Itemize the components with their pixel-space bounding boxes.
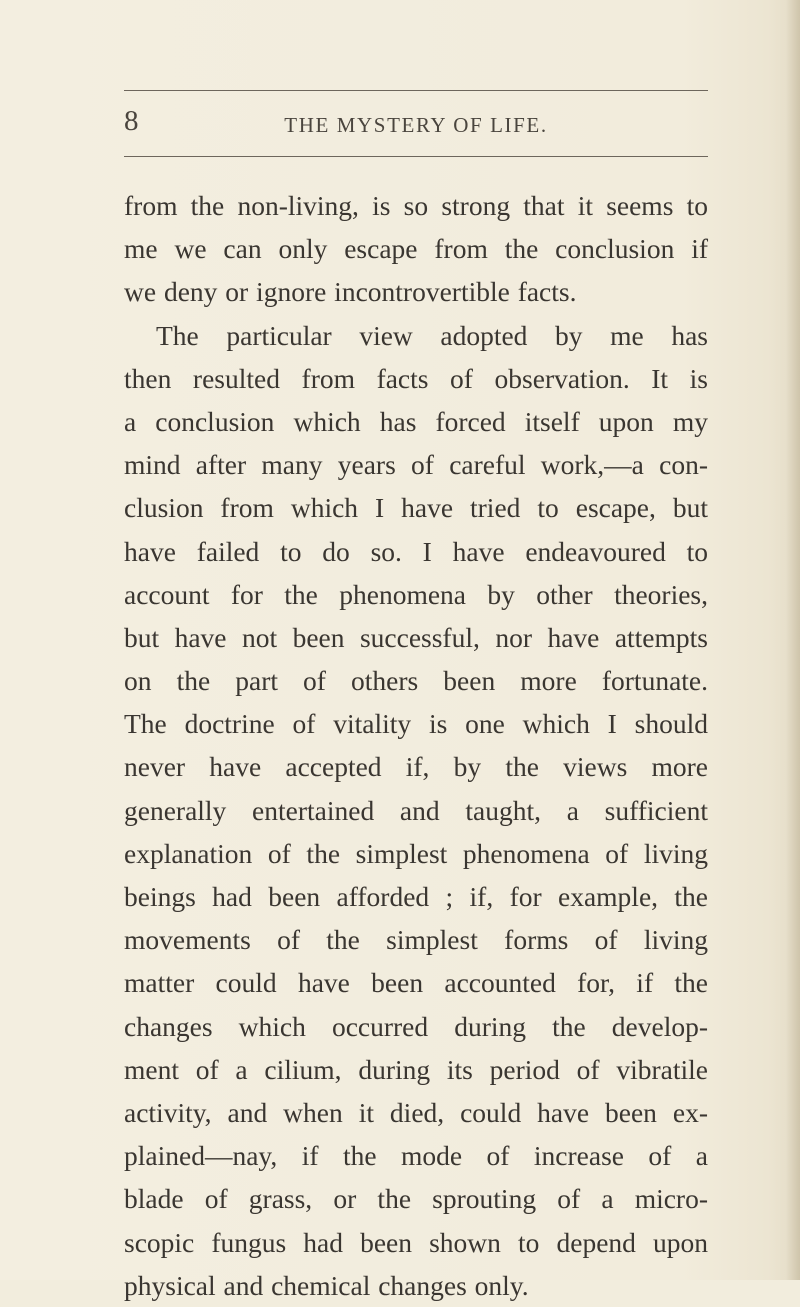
text-line: from the non-living, is so strong that it seems to — [124, 190, 708, 221]
text-line: ment of a cilium, during its period of vibratile — [124, 1053, 708, 1085]
text-line: a conclusion which has forced itself upon my — [124, 405, 708, 437]
text-line: changes which occurred during the develop- — [124, 1010, 708, 1042]
text-line: beings had been afforded ; if, for example, the — [124, 881, 708, 912]
text-line: me we can only escape from the conclusion if — [124, 233, 708, 265]
running-title: THE MYSTERY OF LIFE. — [284, 113, 548, 137]
text-line: activity, and when it died, could have been ex- — [124, 1096, 708, 1128]
text-line: plained—nay, if the mode of increase of a — [124, 1140, 708, 1172]
text-line: on the part of others been more fortunate. — [124, 665, 708, 697]
text-line: matter could have been accounted for, if the — [124, 967, 708, 999]
body-text — [124, 184, 708, 1307]
header-rule-bottom — [124, 156, 708, 157]
text-line: The doctrine of vitality is one which I should — [124, 708, 708, 740]
text-line: The particular view adopted by me has — [156, 319, 708, 351]
text-line: then resulted from facts of observation. It is — [124, 362, 708, 394]
text-line: physical and chemical changes only. — [124, 1269, 529, 1301]
header-rule-top — [124, 90, 708, 91]
text-line: explanation of the simplest phenomena of living — [124, 837, 708, 869]
page-header — [124, 103, 708, 143]
page-edge-shadow — [786, 0, 800, 1280]
text-line: generally entertained and taught, a sufficient — [124, 794, 708, 826]
text-line: we deny or ignore incontrovertible facts. — [124, 276, 577, 308]
text-line: clusion from which I have tried to escape, but — [124, 492, 708, 524]
text-line: but have not been successful, nor have attempts — [124, 621, 708, 653]
text-line: never have accepted if, by the views more — [124, 751, 708, 783]
text-line: blade of grass, or the sprouting of a micro- — [124, 1183, 708, 1215]
page-number: 8 — [124, 105, 139, 137]
text-line: mind after many years of careful work,—a con- — [124, 449, 708, 481]
text-line: account for the phenomena by other theories, — [124, 578, 708, 610]
text-line: scopic fungus had been shown to depend upon — [124, 1226, 708, 1258]
text-line: have failed to do so. I have endeavoured to — [124, 535, 708, 567]
text-line: movements of the simplest forms of living — [124, 924, 708, 956]
